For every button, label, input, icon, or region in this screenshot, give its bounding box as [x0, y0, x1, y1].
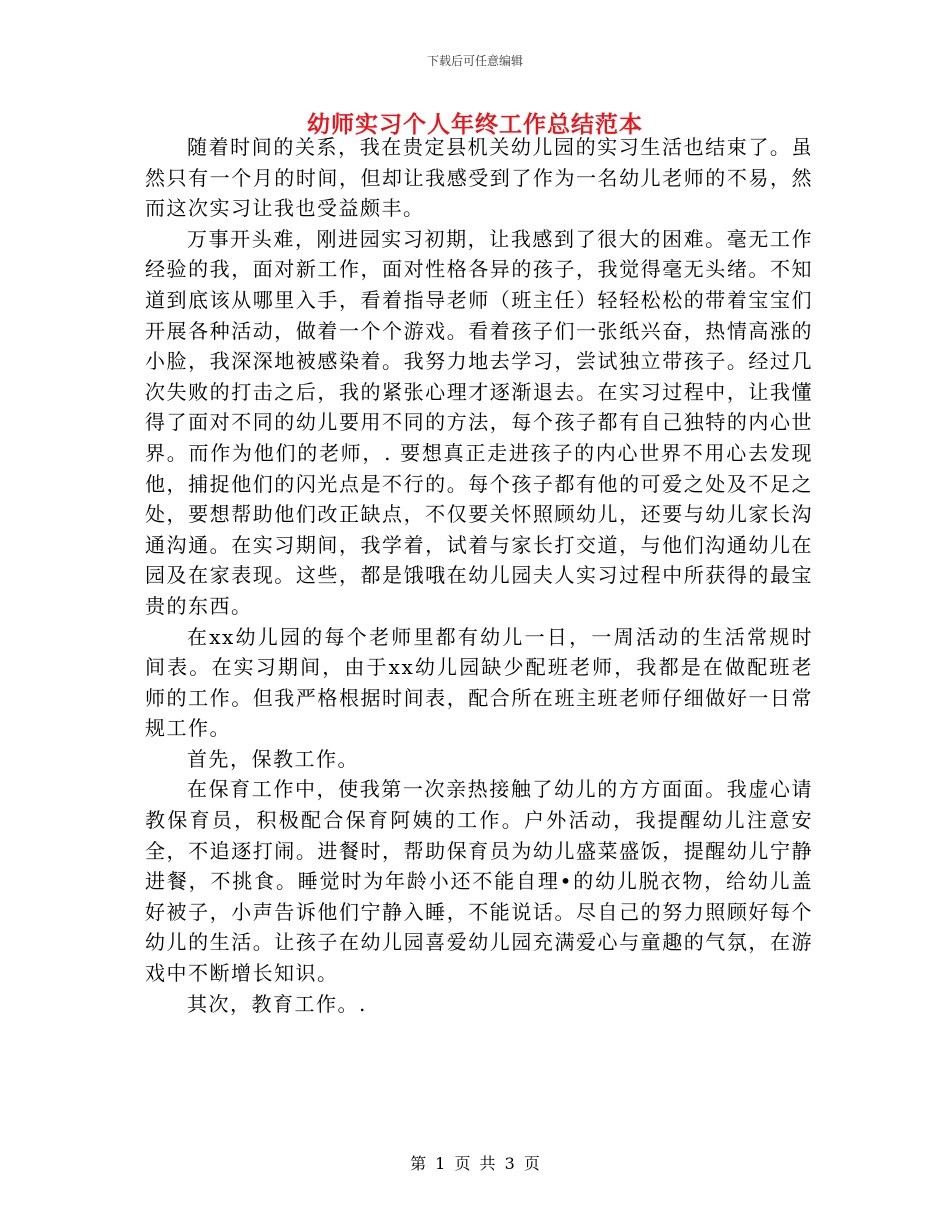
- paragraph-intro: 随着时间的关系，我在贵定县机关幼儿园的实习生活也结束了。虽然只有一个月的时间，但却让我感受到了作为一名幼儿老师的不易，然而这次实习让我也受益颇丰。: [145, 135, 813, 221]
- paragraph-care-work: 在保育工作中，使我第一次亲热接触了幼儿的方方面面。我虚心请教保育员，积极配合保育阿姨的工作。户外活动，我提醒幼儿注意安全，不追逐打闹。进餐时，帮助保育员为幼儿盛菜盛饭，提醒幼儿宁静进餐，不挑食。睡觉时为年龄小还不能自理•的幼儿脱衣物，给幼儿盖好被子，小声告诉他们宁静入睡，不能说话。尽自己的努力照顾好每个幼儿的生活。让孩子在幼儿园喜爱幼儿园充满爱心与童趣的气氛，在游戏中不断增长知识。: [145, 777, 813, 986]
- paragraph-first-heading: 首先，保教工作。: [187, 746, 359, 771]
- document-body: [145, 132, 813, 1019]
- paragraph-second-heading: 其次，教育工作。.: [187, 991, 367, 1016]
- page-header-note: 下载后可任意编辑: [426, 54, 523, 68]
- paragraph-initial-difficulties: 万事开头难，刚进园实习初期，让我感到了很大的困难。毫无工作经验的我，面对新工作，面对性格各异的孩子，我觉得毫无头绪。不知道到底该从哪里入手，看着指导老师（班主任）轻轻松松的带着宝宝们开展各种活动，做着一个个游戏。看着孩子们一张纸兴奋，热情高涨的小脸，我深深地被感染着。我努力地去学习，尝试独立带孩子。经过几次失败的打击之后，我的紧张心理才逐渐退去。在实习过程中，让我懂得了面对不同的幼儿要用不同的方法，每个孩子都有自己独特的内心世界。而作为他们的老师，. 要想真正走进孩子的内心世界不用心去发现他，捕捉他们的闪光点是不行的。每个孩子都有他的可爱之处及不足之处，要想帮助他们改正缺点，不仅要关怀照顾幼儿，还要与幼儿家长沟通沟通。在实习期间，我学着，试着与家长打交道，与他们沟通幼儿在园及在家表现。这些，都是饿哦在幼儿园夫人实习过程中所获得的最宝贵的东西。: [145, 226, 813, 618]
- page-number-footer: 第 1 页 共 3 页: [410, 1154, 540, 1173]
- paragraph-daily-schedule: 在xx幼儿园的每个老师里都有幼儿一日，一周活动的生活常规时间表。在实习期间，由于xx幼儿园缺少配班老师，我都是在做配班老师的工作。但我严格根据时间表，配合所在班主班老师仔细做好一日常规工作。: [145, 624, 813, 741]
- document-title: 幼师实习个人年终工作总结范本: [307, 111, 643, 138]
